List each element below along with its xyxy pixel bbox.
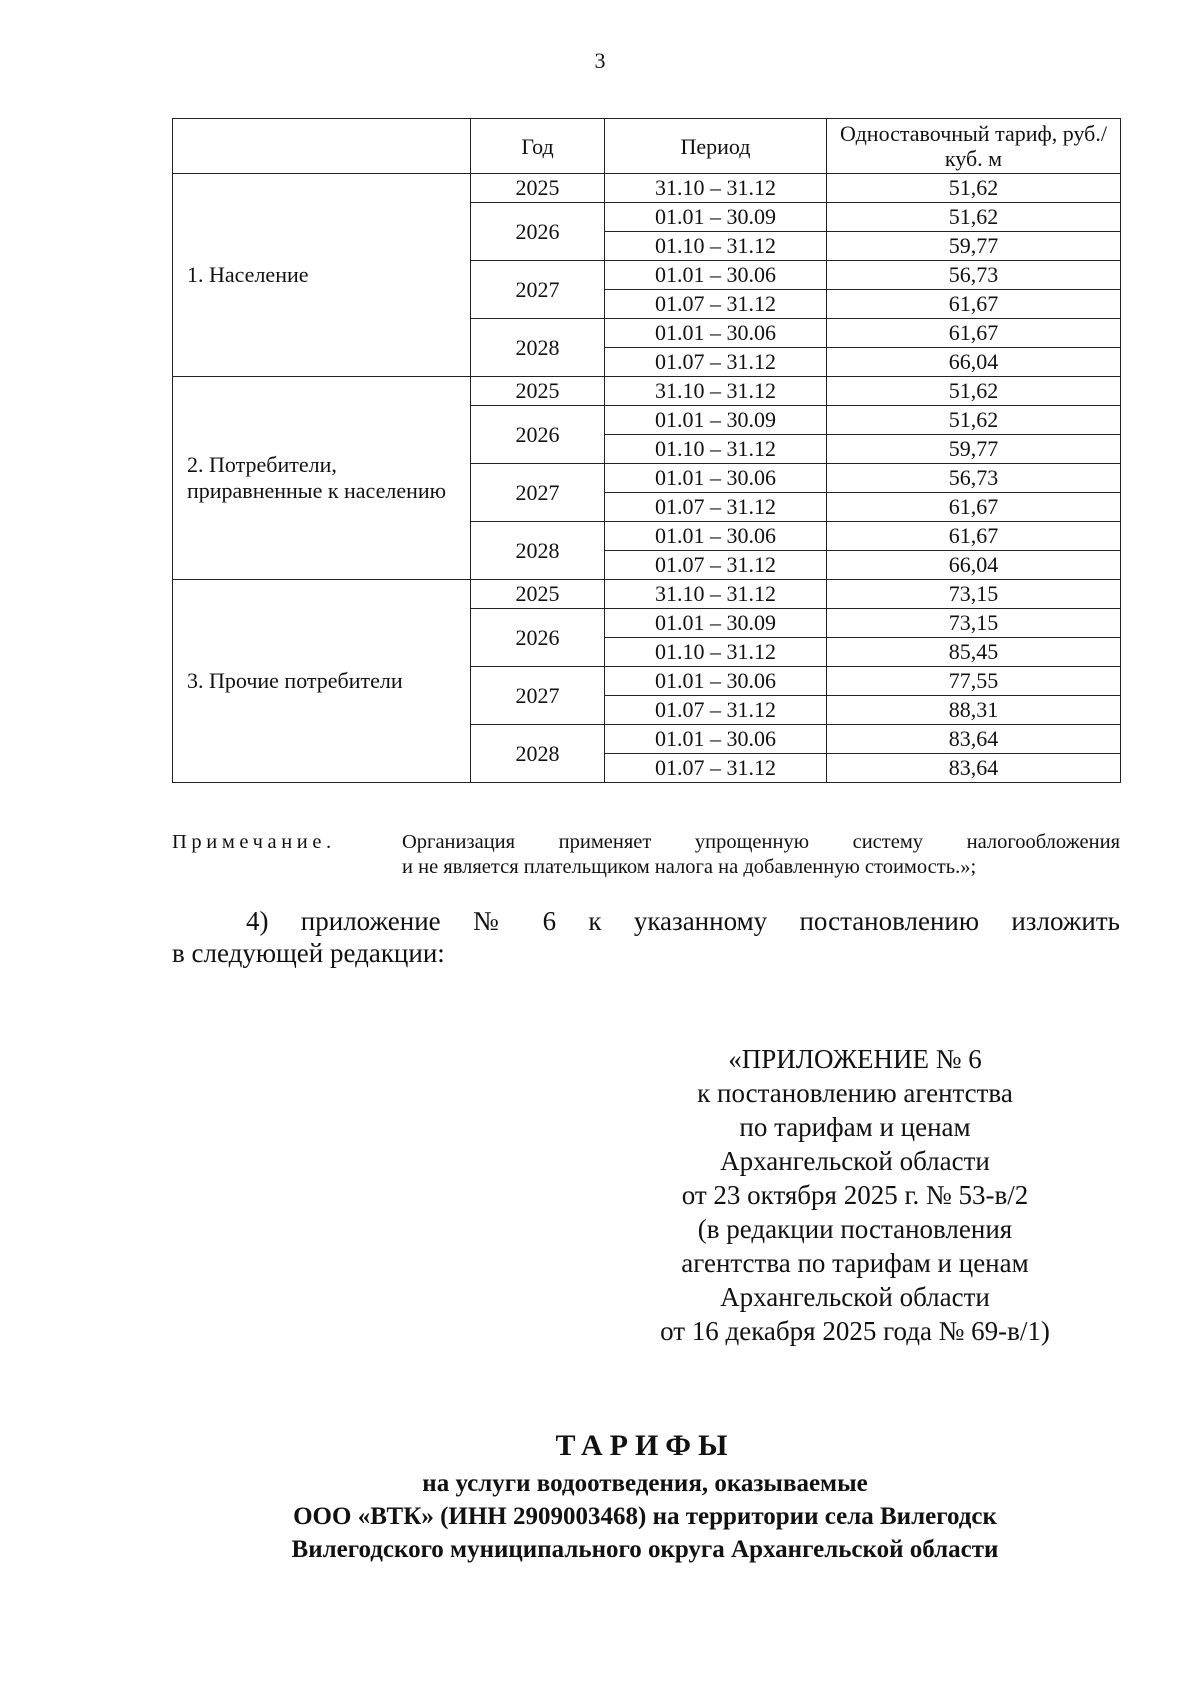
title-line: ООО «ВТК» (ИНН 2909003468) на территории села Вилегодск [293,1503,997,1530]
appendix-line: по тарифам и ценам [739,1112,971,1142]
table-row [173,580,1121,609]
year-cell: 2026 [471,609,605,667]
tariff-cell: 59,77 [827,435,1121,464]
tariff-cell: 51,62 [827,174,1121,203]
appendix-line: Архангельской области [720,1146,990,1176]
page-number: 3 [594,48,606,73]
note-text [402,830,1120,880]
tariff-cell: 73,15 [827,580,1121,609]
paragraph-line-2: в следующей редакции: [172,938,445,968]
tariff-cell: 56,73 [827,261,1121,290]
appendix-line: (в редакции постановления [697,1214,1013,1244]
title-heading: ТАРИФЫ [555,1429,735,1462]
appendix-line: Архангельской области [720,1282,990,1312]
appendix-line: от 16 декабря 2025 года № 69-в/1) [660,1316,1050,1346]
paragraph-line-1: 4) приложение № 6 к указанному постановлению изложить [246,906,1120,936]
header-group [173,119,471,174]
period-cell: 31.10 – 31.12 [605,580,827,609]
period-cell: 01.10 – 31.12 [605,435,827,464]
appendix-line: агентства по тарифам и ценам [681,1248,1029,1278]
tariff-cell: 85,45 [827,638,1121,667]
year-cell: 2026 [471,203,605,261]
appendix-line: «ПРИЛОЖЕНИЕ № 6 [728,1044,982,1074]
header-year: Год [471,119,605,174]
title-line: на услуги водоотведения, оказываемые [422,1470,868,1497]
amendment-paragraph [172,905,1120,969]
group-label: 3. Прочие потребители [173,580,471,783]
year-cell: 2026 [471,406,605,464]
year-cell: 2027 [471,464,605,522]
year-cell: 2025 [471,174,605,203]
note-label: Примечание. [172,831,336,853]
period-cell: 31.10 – 31.12 [605,174,827,203]
period-cell: 31.10 – 31.12 [605,377,827,406]
period-cell: 01.01 – 30.06 [605,667,827,696]
year-cell: 2028 [471,725,605,783]
year-cell: 2027 [471,667,605,725]
title-line: Вилегодского муниципального округа Архангельской области [291,1536,999,1563]
group-label: 2. Потребители, приравненные к населению [173,377,471,580]
period-cell: 01.10 – 31.12 [605,232,827,261]
tariff-cell: 66,04 [827,348,1121,377]
year-cell: 2025 [471,580,605,609]
period-cell: 01.01 – 30.09 [605,609,827,638]
tariff-cell: 56,73 [827,464,1121,493]
period-cell: 01.01 – 30.06 [605,464,827,493]
tariff-cell: 66,04 [827,551,1121,580]
tariff-cell: 61,67 [827,290,1121,319]
table-header-row [173,119,1121,174]
tariff-cell: 88,31 [827,696,1121,725]
appendix-line: к постановлению агентства [697,1078,1013,1108]
period-cell: 01.07 – 31.12 [605,696,827,725]
period-cell: 01.01 – 30.09 [605,203,827,232]
tariff-cell: 77,55 [827,667,1121,696]
period-cell: 01.01 – 30.06 [605,725,827,754]
tariff-cell: 51,62 [827,406,1121,435]
period-cell: 01.07 – 31.12 [605,348,827,377]
period-cell: 01.07 – 31.12 [605,551,827,580]
year-cell: 2027 [471,261,605,319]
tariff-cell: 51,62 [827,377,1121,406]
period-cell: 01.07 – 31.12 [605,754,827,783]
tariff-cell: 61,67 [827,319,1121,348]
appendix-heading [620,1042,1090,1348]
appendix-line: от 23 октября 2025 г. № 53-в/2 [681,1180,1029,1210]
period-cell: 01.07 – 31.12 [605,290,827,319]
tariff-cell: 61,67 [827,522,1121,551]
table-row [173,377,1121,406]
period-cell: 01.07 – 31.12 [605,493,827,522]
period-cell: 01.01 – 30.06 [605,319,827,348]
period-cell: 01.10 – 31.12 [605,638,827,667]
period-cell: 01.01 – 30.06 [605,522,827,551]
year-cell: 2028 [471,319,605,377]
note-line-1: Организация применяет упрощенную систему налогообложения [402,831,1120,853]
tariff-cell: 83,64 [827,725,1121,754]
header-period: Период [605,119,827,174]
year-cell: 2025 [471,377,605,406]
table-row [173,174,1121,203]
document-title [0,1425,1200,1566]
note-line-2: и не является плательщиком налога на добавленную стоимость.»; [402,856,977,878]
tariff-cell: 61,67 [827,493,1121,522]
period-cell: 01.01 – 30.06 [605,261,827,290]
period-cell: 01.01 – 30.09 [605,406,827,435]
tariff-cell: 83,64 [827,754,1121,783]
tariff-table [172,118,1121,783]
year-cell: 2028 [471,522,605,580]
tariff-cell: 51,62 [827,203,1121,232]
header-tariff: Одноставочный тариф, руб./куб. м [827,119,1121,174]
tariff-cell: 59,77 [827,232,1121,261]
group-label: 1. Население [173,174,471,377]
tariff-cell: 73,15 [827,609,1121,638]
